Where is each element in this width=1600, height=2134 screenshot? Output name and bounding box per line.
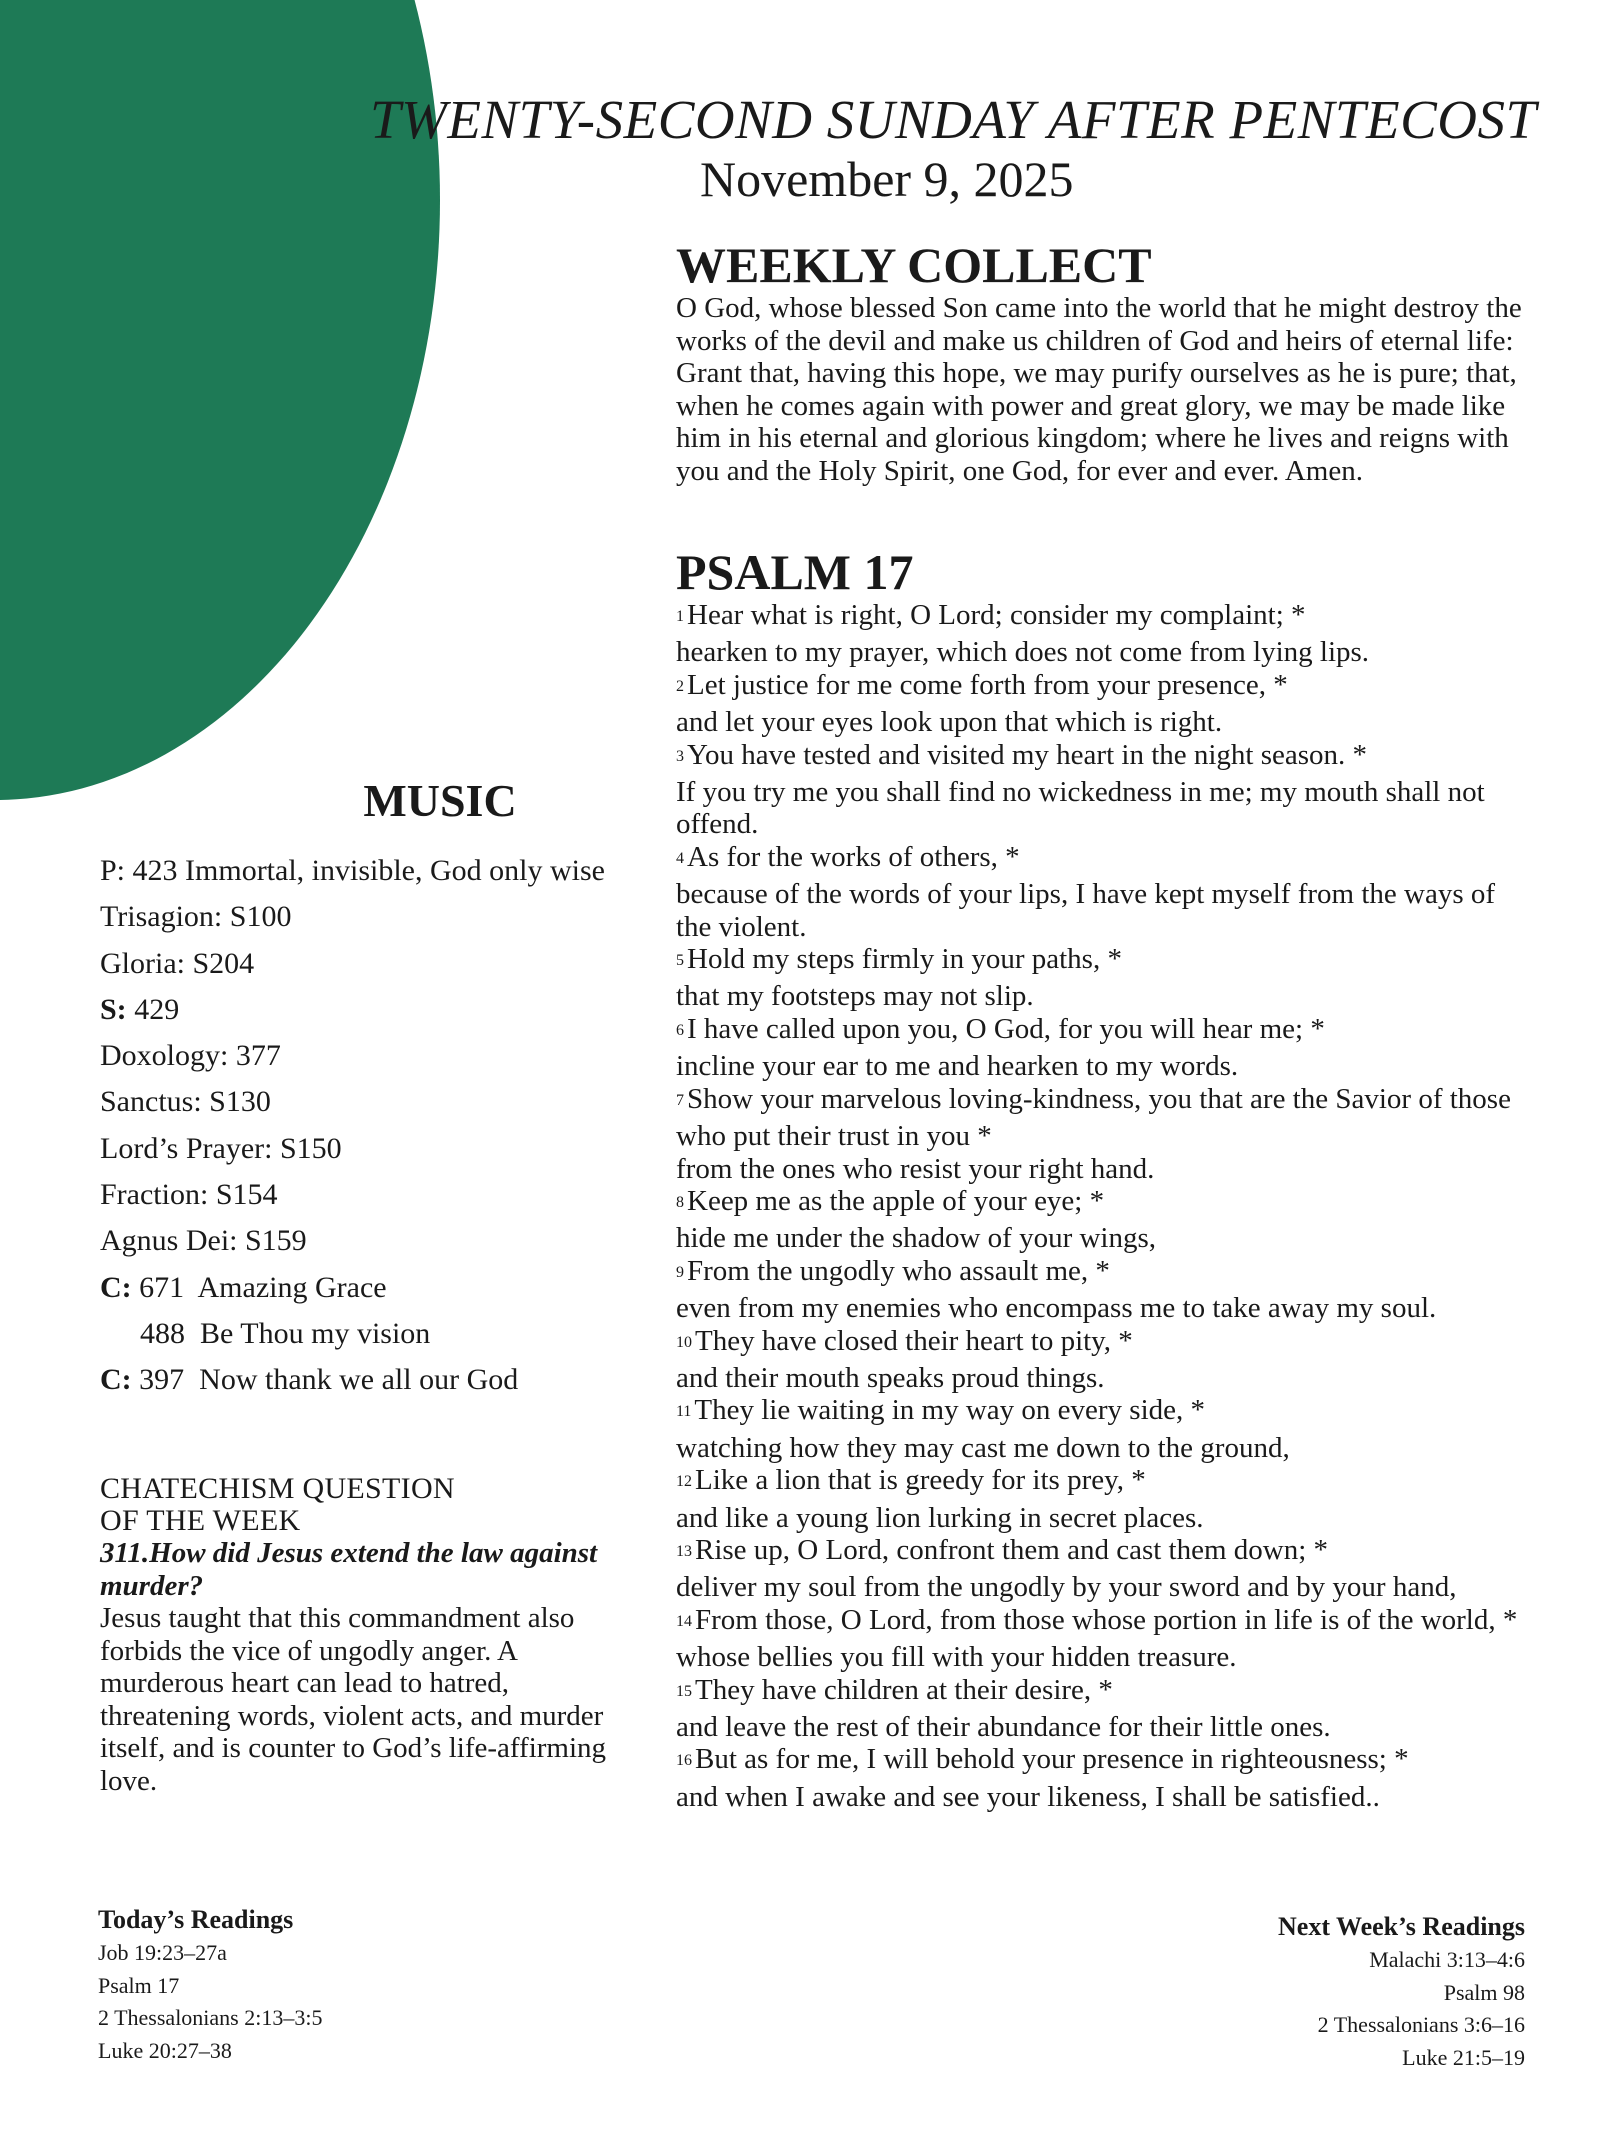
music-item-label: C: xyxy=(100,1270,132,1304)
verse-text: Rise up, O Lord, confront them and cast them down; * xyxy=(695,1533,1329,1566)
psalm-verse-line xyxy=(676,1464,1536,1501)
music-item-value: S154 xyxy=(208,1178,278,1212)
psalm-verse-line xyxy=(676,1185,1536,1222)
catechism-heading-line1: CHATECHISM QUESTION xyxy=(100,1472,455,1505)
verse-text: I have called upon you, O God, for you will hear me; * xyxy=(687,1012,1325,1045)
music-item xyxy=(100,1172,700,1218)
psalm-verse-line xyxy=(676,1674,1536,1711)
music-item-value: 488 Be Thou my vision xyxy=(140,1316,431,1350)
psalm-verse-response: and like a young lion lurking in secret places. xyxy=(676,1501,1204,1534)
psalm-verse-line xyxy=(676,669,1536,706)
catechism-section xyxy=(100,1473,630,1797)
psalm-verse-response: whose bellies you fill with your hidden treasure. xyxy=(676,1641,1237,1674)
verse-number: 13 xyxy=(676,1542,692,1560)
psalm-verse-response: and leave the rest of their abundance for their little ones. xyxy=(676,1711,1331,1743)
music-item-value: 429 xyxy=(126,992,180,1026)
catechism-heading xyxy=(100,1473,630,1537)
music-item xyxy=(100,1265,700,1311)
verse-number: 10 xyxy=(676,1333,692,1351)
psalm-verse-line xyxy=(676,1325,1536,1362)
verse-text: They lie waiting in my way on every side, * xyxy=(694,1394,1206,1427)
verse-number: 14 xyxy=(676,1612,692,1630)
psalm-verse-response: and let your eyes look upon that which is right. xyxy=(676,706,1223,739)
psalm-verse-response: deliver my soul from the ungodly by your sword and by your hand, xyxy=(676,1571,1457,1604)
psalm-heading: PSALM 17 xyxy=(676,544,914,600)
music-item xyxy=(100,894,700,940)
music-item xyxy=(100,848,700,894)
reading-item: Luke 20:27–38 xyxy=(98,2037,232,2063)
music-item-value: S130 xyxy=(201,1085,271,1119)
music-item-label: Gloria: xyxy=(100,946,185,980)
verse-text: Let justice for me come forth from your presence, * xyxy=(687,668,1288,701)
music-item-label: P: xyxy=(100,854,126,887)
reading-item: Luke 21:5–19 xyxy=(1402,2044,1525,2070)
catechism-answer: Jesus taught that this commandment also forbids the vice of ungodly anger. A murderous heart can lead to hatred, threatening words, violent acts, and murder itself, and is counter to God’s life-affirming love. xyxy=(100,1602,607,1797)
psalm-verses xyxy=(676,599,1536,1813)
music-item xyxy=(100,987,700,1033)
verse-number: 3 xyxy=(676,747,684,765)
reading-item: Malachi 3:13–4:6 xyxy=(1369,1947,1525,1972)
psalm-verse-response: even from my enemies who encompass me to take away my soul. xyxy=(676,1292,1437,1325)
verse-text: Hold my steps firmly in your paths, * xyxy=(687,943,1122,976)
verse-number: 16 xyxy=(676,1752,692,1770)
reading-item: 2 Thessalonians 3:6–16 xyxy=(1317,2012,1525,2037)
psalm-verse-response: because of the words of your lips, I have kept myself from the ways of the violent. xyxy=(676,878,1496,943)
music-item-value: S150 xyxy=(272,1131,342,1165)
music-item-value: S100 xyxy=(222,900,292,934)
verse-text: They have children at their desire, * xyxy=(695,1673,1113,1706)
music-item xyxy=(100,1126,700,1172)
music-item-label: Lord’s Prayer: xyxy=(100,1131,273,1165)
music-item-label: Sanctus: xyxy=(100,1085,202,1119)
music-heading: MUSIC xyxy=(363,775,517,826)
music-item-value: 671 Amazing Grace xyxy=(131,1270,387,1304)
verse-number: 9 xyxy=(676,1263,684,1281)
verse-number: 8 xyxy=(676,1193,684,1211)
music-item-label: Fraction: xyxy=(100,1178,209,1212)
next-week-readings-heading: Next Week’s Readings xyxy=(1278,1912,1525,1941)
verse-text: Hear what is right, O Lord; consider my complaint; * xyxy=(687,599,1306,631)
psalm-verse-line xyxy=(676,739,1536,776)
verse-text: Keep me as the apple of your eye; * xyxy=(687,1184,1105,1217)
weekly-collect-section xyxy=(676,238,1536,487)
verse-number: 12 xyxy=(676,1473,692,1491)
music-item xyxy=(100,1357,700,1403)
music-item xyxy=(100,1311,700,1357)
music-item-label: S: xyxy=(100,992,127,1026)
reading-item: Psalm 17 xyxy=(98,1972,180,1998)
verse-number: 7 xyxy=(676,1091,684,1109)
page-title: TWENTY-SECOND SUNDAY AFTER PENTECOST xyxy=(370,89,1537,150)
music-item-label: Trisagion: xyxy=(100,900,223,934)
reading-item: 2 Thessalonians 2:13–3:5 xyxy=(98,2005,323,2030)
psalm-verse-response: and their mouth speaks proud things. xyxy=(676,1361,1105,1394)
verse-text: As for the works of others, * xyxy=(687,840,1020,873)
verse-number: 15 xyxy=(676,1682,692,1700)
psalm-verse-line xyxy=(676,1604,1536,1641)
service-date: November 9, 2025 xyxy=(700,151,1074,207)
psalm-verse-response: incline your ear to me and hearken to my words. xyxy=(676,1050,1239,1083)
music-item-label: C: xyxy=(100,1363,132,1397)
psalm-verse-line xyxy=(676,841,1536,878)
psalm-verse-line xyxy=(676,1534,1536,1571)
music-list xyxy=(100,848,700,1404)
psalm-verse-line xyxy=(676,1394,1536,1431)
reading-item: Psalm 98 xyxy=(1443,1979,1525,2005)
music-item xyxy=(100,1218,700,1264)
psalm-verse-response: watching how they may cast me down to the ground, xyxy=(676,1431,1290,1464)
collect-text: O God, whose blessed Son came into the world that he might destroy the works of the devil and make us children of God and heirs of eternal life: Grant that, having this hope, we may purify ourselves as he is pure; that, when he comes again with power and great glory, we may be made like him in his eternal and glorious kingdom; where he lives and reigns with you and the Holy Spirit, one God, for ever and ever. Amen. xyxy=(676,292,1522,487)
music-item-value: 423 Immortal, invisible, God only wise xyxy=(125,854,605,887)
music-item-value: S204 xyxy=(184,946,255,980)
music-item xyxy=(100,1033,700,1079)
todays-readings xyxy=(98,1903,498,2067)
collect-heading: WEEKLY COLLECT xyxy=(676,237,1152,293)
psalm-verse-line xyxy=(676,1013,1536,1050)
verse-text: From those, O Lord, from those whose portion in life is of the world, * xyxy=(695,1603,1518,1636)
verse-text: From the ungodly who assault me, * xyxy=(687,1254,1110,1287)
psalm-verse-response: hearken to my prayer, which does not come from lying lips. xyxy=(676,636,1370,669)
music-item-value: 397 Now thank we all our God xyxy=(131,1363,519,1397)
music-item xyxy=(100,941,700,987)
catechism-heading-line2: OF THE WEEK xyxy=(100,1504,301,1537)
psalm-verse-response: from the ones who resist your right hand. xyxy=(676,1152,1155,1185)
verse-number: 4 xyxy=(676,849,684,867)
verse-text: Show your marvelous loving-kindness, you that are the Savior of those who put their trust in you * xyxy=(676,1082,1511,1153)
verse-number: 2 xyxy=(676,677,684,695)
verse-text: But as for me, I will behold your presence in righteousness; * xyxy=(695,1743,1409,1776)
psalm-verse-line xyxy=(676,943,1536,980)
music-item xyxy=(100,1079,700,1125)
music-item-value: S159 xyxy=(237,1224,307,1258)
verse-number: 1 xyxy=(676,608,684,625)
catechism-question: 311.How did Jesus extend the law against murder? xyxy=(100,1537,598,1602)
music-item-label: Agnus Dei: xyxy=(100,1224,238,1258)
verse-number: 11 xyxy=(676,1403,692,1421)
verse-number: 6 xyxy=(676,1021,684,1039)
psalm-section xyxy=(676,545,1536,1813)
todays-readings-heading: Today’s Readings xyxy=(98,1905,294,1934)
psalm-verse-line xyxy=(676,599,1536,636)
psalm-verse-response: If you try me you shall find no wickedness in me; my mouth shall not offend. xyxy=(676,776,1485,841)
psalm-verse-line xyxy=(676,1743,1536,1780)
reading-item: Job 19:23–27a xyxy=(98,1940,227,1965)
verse-text: They have closed their heart to pity, * xyxy=(695,1324,1133,1357)
music-item-value: 377 xyxy=(228,1039,281,1073)
verse-number: 5 xyxy=(676,952,684,970)
music-item-label: Doxology: xyxy=(100,1039,229,1073)
psalm-verse-line xyxy=(676,1255,1536,1292)
psalm-verse-line xyxy=(676,1083,1536,1153)
psalm-verse-response: that my footsteps may not slip. xyxy=(676,980,1034,1013)
verse-text: You have tested and visited my heart in the night season. * xyxy=(687,738,1368,771)
verse-text: Like a lion that is greedy for its prey, * xyxy=(695,1464,1146,1497)
psalm-verse-response: hide me under the shadow of your wings, xyxy=(676,1222,1157,1255)
next-week-readings xyxy=(1120,1910,1525,2074)
psalm-verse-response: and when I awake and see your likeness, I shall be satisfied.. xyxy=(676,1780,1380,1813)
